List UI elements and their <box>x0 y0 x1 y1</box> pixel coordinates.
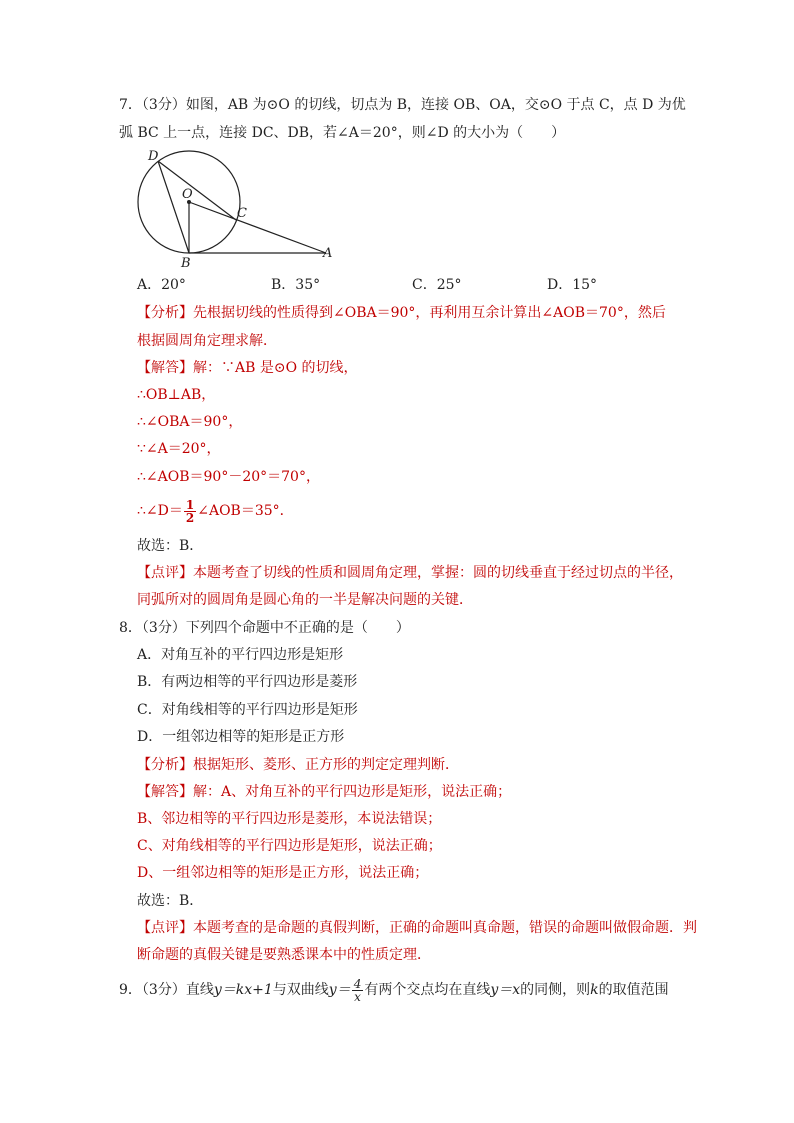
q9-line-eq: y＝kx+1 <box>213 982 273 998</box>
q8-option-d: D．一组邻边相等的矩形是正方形 <box>137 729 345 745</box>
step5-suffix: ∠AOB＝35°． <box>197 503 294 519</box>
analysis-text: 先根据切线的性质得到∠OBA＝90°，再利用互余计算出∠AOB＝70°，然后 <box>193 305 666 321</box>
q7-comment <box>137 563 683 583</box>
q9-fraction <box>352 978 364 1003</box>
q8-answer-line-2: B、邻边相等的平行四边形是菱形，本说法错误； <box>137 811 442 827</box>
answer-line-1: 解：A、对角互补的平行四边形是矩形，说法正确； <box>193 784 512 800</box>
q9-frac-num: 4 <box>353 976 362 991</box>
q8-stem: 8．（3分）下列四个命题中不正确的是（ ） <box>119 620 410 636</box>
q9-suffix: 的取值范围 <box>598 982 669 998</box>
step5-prefix: ∴∠D＝ <box>137 503 183 519</box>
analysis-tag: 【分析】 <box>137 757 193 773</box>
comment-text: 本题考查了切线的性质和圆周角定理，掌握：圆的切线垂直于经过切点的半径， <box>193 565 683 581</box>
answer-tag: 【解答】 <box>137 784 193 800</box>
q7-answer <box>137 358 358 378</box>
q7-option-a: A．20° <box>137 277 186 293</box>
label-b: B <box>181 256 191 269</box>
frac-num: 1 <box>185 497 195 512</box>
q8-option-a: A．对角互补的平行四边形是矩形 <box>137 647 344 663</box>
analysis-tag: 【分析】 <box>137 305 193 321</box>
comment-tag: 【点评】 <box>137 565 193 581</box>
q7-option-b: B．35° <box>271 277 321 293</box>
q7-choice: 故选：B． <box>137 538 204 554</box>
q7-step-2: ∴∠OBA＝90°， <box>137 414 243 430</box>
answer-intro: 解：∵AB 是⊙O 的切线， <box>193 360 358 376</box>
q9-mid2: 有两个交点均在直线 <box>364 982 491 998</box>
analysis-text: 根据矩形、菱形、正方形的判定定理判断． <box>193 757 459 773</box>
segment-db <box>158 161 189 253</box>
label-c: C <box>237 206 247 221</box>
q8-comment <box>137 918 697 938</box>
segment-oa <box>189 202 326 253</box>
q7-step-1: ∴OB⊥AB， <box>137 387 216 403</box>
frac-den: 2 <box>185 510 195 525</box>
q7-geometry-figure <box>134 144 334 269</box>
q7-option-d: D．15° <box>547 277 598 293</box>
q9-frac-den: x <box>354 989 361 1004</box>
q8-option-b: B．有两边相等的平行四边形是菱形 <box>137 674 358 690</box>
q7-option-c: C．25° <box>412 277 462 293</box>
q7-analysis <box>137 303 666 323</box>
q8-analysis <box>137 755 459 775</box>
label-o: O <box>182 187 193 202</box>
segment-dc <box>158 161 236 220</box>
q8-answer <box>137 782 511 802</box>
q7-step-3: ∵∠A＝20°， <box>137 441 221 457</box>
q9-mid3: 的同侧，则 <box>520 982 591 998</box>
q9-mid1: 与双曲线 <box>272 982 329 998</box>
q9-line-yx: y＝x <box>490 982 521 998</box>
q9-stem <box>119 975 669 1005</box>
q7-step-4: ∴∠AOB＝90°－20°＝70°， <box>137 469 320 485</box>
label-d: D <box>148 149 159 164</box>
q8-option-c: C．对角线相等的平行四边形是矩形 <box>137 702 358 718</box>
answer-tag: 【解答】 <box>137 360 193 376</box>
comment-tag: 【点评】 <box>137 920 193 936</box>
fraction-half <box>184 499 196 524</box>
q8-comment-line2: 断命题的真假关键是要熟悉课本中的性质定理． <box>137 947 431 963</box>
q9-k: k <box>590 982 599 998</box>
q7-stem-line2: 弧 BC 上一点，连接 DC、DB，若∠A＝20°，则∠D 的大小为（ ） <box>119 125 566 141</box>
q8-answer-line-3: C、对角线相等的平行四边形是矩形，说法正确； <box>137 838 442 854</box>
q7-analysis-line2: 根据圆周角定理求解． <box>137 333 277 349</box>
q9-hyperbola-lhs: y＝ <box>328 982 351 998</box>
q8-choice: 故选：B． <box>137 893 204 909</box>
q9-prefix: 9．（3分）直线 <box>119 982 214 998</box>
q7-stem-line1: 7．（3分）如图，AB 为⊙O 的切线，切点为 B，连接 OB、OA，交⊙O 于点 C，点 D 为优 <box>119 97 686 113</box>
label-a: A <box>323 246 333 261</box>
q7-comment-line2: 同弧所对的圆周角是圆心角的一半是解决问题的关键． <box>137 592 473 608</box>
q8-answer-line-4: D、一组邻边相等的矩形是正方形，说法正确； <box>137 865 429 881</box>
q7-step-5 <box>137 498 294 524</box>
comment-text: 本题考查的是命题的真假判断，正确的命题叫真命题，错误的命题叫做假命题．判 <box>193 920 697 936</box>
